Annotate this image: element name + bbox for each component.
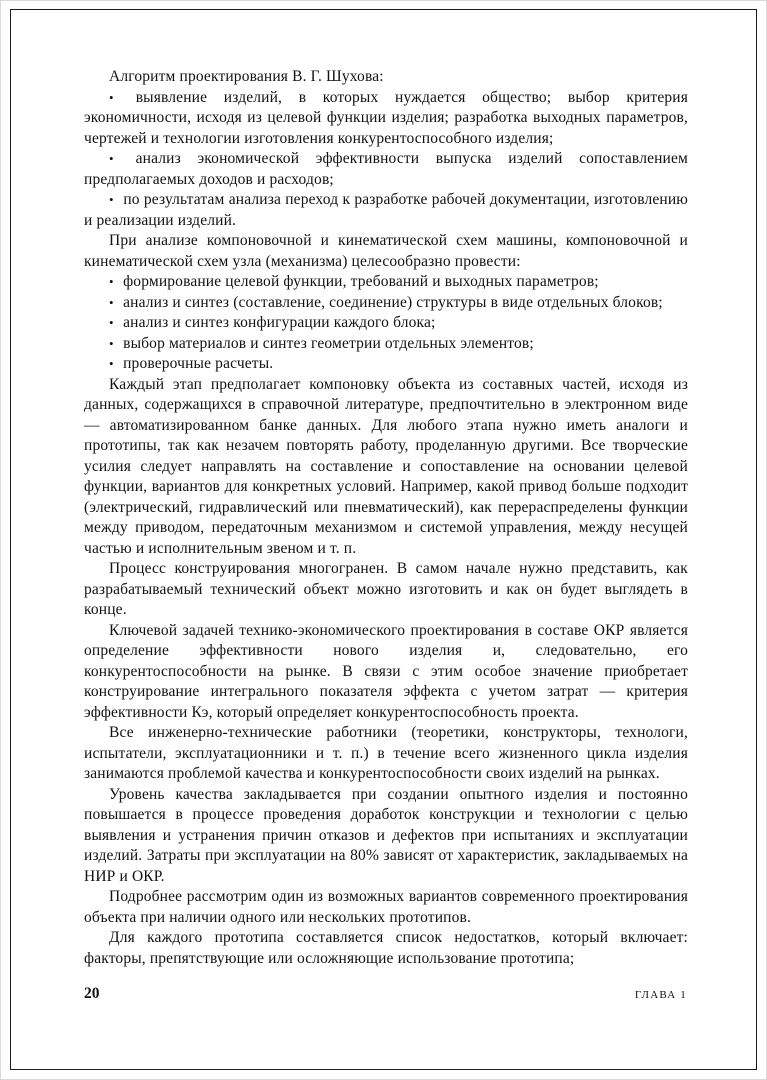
bullet-marker: •: [109, 294, 118, 310]
paragraph: Процесс конструирования многогранен. В самом начале нужно представить, как разрабатываемый технический объект можно изготовить и как он будет выглядеть в конце.: [84, 560, 688, 618]
bullet-item: • выявление изделий, в которых нуждается общество; выбор критерия экономичности, исходя из целевой функции изделия; разработка выходных параметров, чертежей и технологии изготовления конкурентоспособного изделия;: [84, 88, 688, 147]
bullet-marker: •: [109, 192, 118, 207]
paragraph: Для каждого прототипа составляется список недостатков, который включает: факторы, препятствующие или осложняющие использование прототипа;: [84, 929, 688, 967]
bullet-item: • формирование целевой функции, требований и выходных параметров;: [109, 273, 599, 290]
bullet-marker: •: [109, 89, 130, 105]
bullet-item: • по результатам анализа переход к разработке рабочей документации, изготовлению и реализации изделий.: [84, 191, 688, 229]
bullet-marker: •: [109, 151, 130, 166]
text-column: [84, 67, 688, 969]
paragraph: Ключевой задачей технико-экономического проектирования в составе ОКР является определение эффективности нового изделия и, следовательно, его конкурентоспособности на рынке. В связи с этим особое значение приобретает конструирование интегрального показателя эффекта с учетом затрат — критерия эффективности Кэ, который определяет конкурентоспособность проекта.: [84, 621, 688, 721]
paragraph: Каждый этап предполагает компоновку объекта из составных частей, исходя из данных, содержащихся в справочной литературе, предпочтительно в электронном виде — автоматизированном банке данных. Для любого этапа нужно иметь аналоги и прототипы, так как незачем повторять работу, проделанную другими. Все творческие усилия следует направлять на составление и сопоставление на основании целевой функции, вариантов для конкретных условий. Например, какой привод больше подходит (электрический, гидравлический или пневматический), как перераспределены функции между приводом, передаточным механизмом и системой управления, между несущей частью и исполнительным звеном и т. п.: [84, 375, 688, 557]
paragraph: Подробнее рассмотрим один из возможных вариантов современного проектирования объекта при наличии одного или нескольких прототипов.: [84, 888, 688, 926]
bullet-marker: •: [109, 335, 118, 351]
page-footer: [84, 985, 687, 1003]
bullet-item: • анализ экономической эффективности выпуска изделий сопоставлением предполагаемых доходов и расходов;: [84, 150, 688, 188]
paragraph: Все инженерно-технические работники (теоретики, конструкторы, технологи, испытатели, эксплуатационники и т. п.) в течение всего жизненного цикла изделия занимаются проблемой качества и конкурентоспособности своих изделий на рынках.: [84, 724, 688, 782]
bullet-marker: •: [109, 356, 118, 371]
bullet-marker: •: [109, 315, 118, 330]
paragraph: Уровень качества закладывается при создании опытного изделия и постоянно повышается в процессе проведения доработок конструкции и технологии с целью выявления и устранения причин отказов и дефектов при испытаниях и эксплуатации изделий. Затраты при эксплуатации на 80% зависят от характеристик, закладываемых на НИР и ОКР.: [84, 785, 688, 885]
bullet-marker: •: [109, 274, 118, 289]
bullet-item: • анализ и синтез конфигурации каждого блока;: [109, 314, 436, 331]
paragraph: Алгоритм проектирования В. Г. Шухова:: [109, 68, 384, 85]
bullet-item: • проверочные расчеты.: [109, 355, 274, 372]
footer-page-number: 20: [84, 985, 100, 1002]
bullet-item: • выбор материалов и синтез геометрии отдельных элементов;: [109, 334, 534, 352]
paragraph: При анализе компоновочной и кинематической схем машины, компоновочной и кинематической схем узла (механизма) целесообразно провести:: [84, 232, 688, 270]
footer-running-head: ГЛАВА 1: [634, 989, 687, 1001]
bullet-item: • анализ и синтез (составление, соединение) структуры в виде отдельных блоков;: [109, 293, 663, 311]
